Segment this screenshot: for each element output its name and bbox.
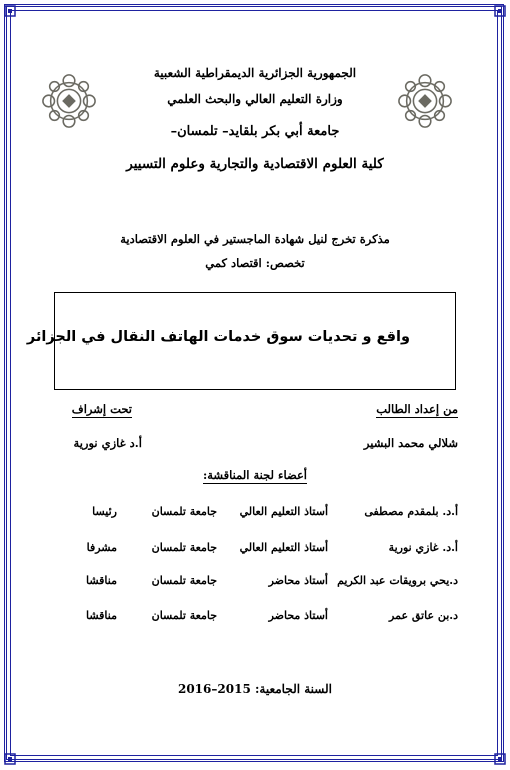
thesis-title-box xyxy=(26,292,456,390)
member-role: مناقشا xyxy=(86,574,117,587)
ministry-name: وزارة التعليم العالي والبحث العلمي xyxy=(167,92,343,106)
university-name: جامعة أبي بكر بلقايد– تلمسان– xyxy=(170,124,340,139)
member-name: أ.د. بلمقدم مصطفى xyxy=(364,505,458,518)
member-role: رئيسا xyxy=(92,505,117,518)
prepared-by-text: من إعداد الطالب xyxy=(376,402,458,416)
committee-heading xyxy=(203,468,307,482)
member-rank: أستاذ التعليم العالي xyxy=(239,541,328,554)
member-name: د.يحي برويقات عبد الكريم xyxy=(337,574,458,587)
member-institution: جامعة تلمسان xyxy=(151,541,217,554)
faculty-name: كلية العلوم الاقتصادية والتجارية وعلوم التسيير xyxy=(126,156,384,172)
member-role: مناقشا xyxy=(86,609,117,622)
supervision-text: تحت إشراف xyxy=(71,402,132,416)
corner-ornament-icon xyxy=(3,3,17,17)
student-name: شلالي محمد البشير xyxy=(363,436,458,450)
academic-year: السنة الجامعية: 2015–2016 xyxy=(177,682,332,696)
thesis-purpose: مذكرة تخرج لنيل شهادة الماجستير في العلوم الاقتصادية xyxy=(120,232,390,246)
committee-heading-text: أعضاء لجنة المناقشة: xyxy=(203,468,307,482)
corner-ornament-icon xyxy=(493,751,507,765)
corner-ornament-icon xyxy=(3,751,17,765)
supervision-label xyxy=(72,402,132,416)
thesis-title: واقع و تحديات سوق خدمات الهاتف النقال في الجزائر xyxy=(26,329,410,345)
member-institution: جامعة تلمسان xyxy=(151,505,217,518)
corner-ornament-icon xyxy=(493,3,507,17)
member-rank: أستاذ التعليم العالي xyxy=(239,505,328,518)
member-role: مشرفا xyxy=(86,541,117,554)
prepared-by-label xyxy=(376,402,458,416)
member-rank: أستاذ محاضر xyxy=(268,574,328,587)
member-institution: جامعة تلمسان xyxy=(151,609,217,622)
thesis-specialty: تخصص: اقتصاد كمي xyxy=(205,256,305,270)
member-name: أ.د. غازي نورية xyxy=(388,541,458,554)
supervisor-name: أ.د غازي نورية xyxy=(73,436,142,450)
republic-name: الجمهورية الجزائرية الديمقراطية الشعبية xyxy=(153,66,357,80)
member-name: د.بن عاتق عمر xyxy=(389,609,458,622)
member-institution: جامعة تلمسان xyxy=(151,574,217,587)
member-rank: أستاذ محاضر xyxy=(268,609,328,622)
